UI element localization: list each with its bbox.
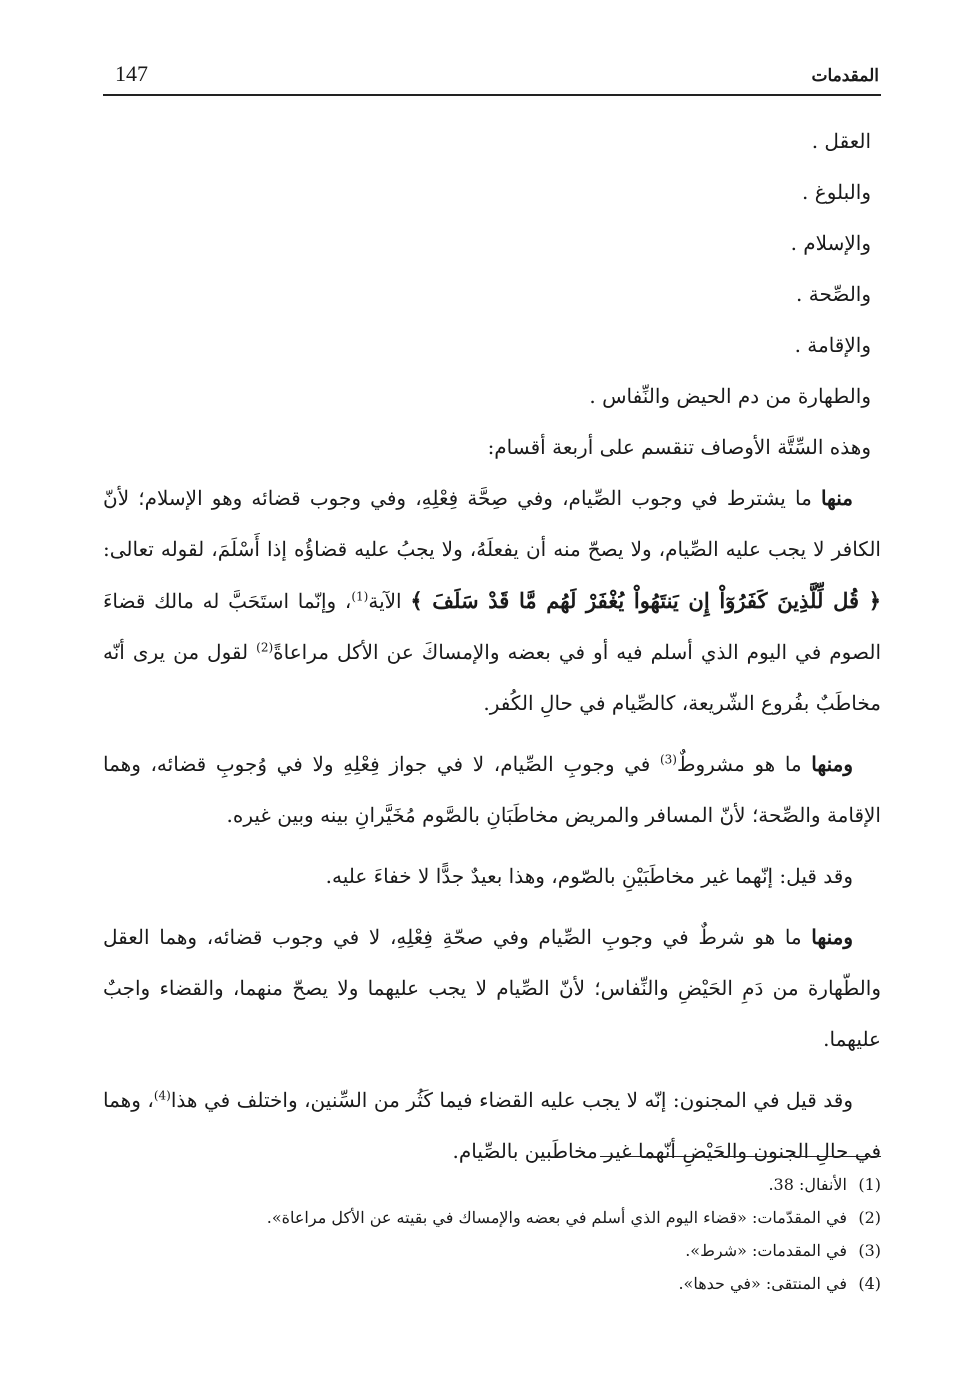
paragraph-lead: ومنها — [811, 925, 853, 949]
footnote-ref[interactable]: (3) — [659, 752, 677, 767]
paragraph-text: في وجوبِ الصِّيام، لا في جواز فِعْلِهِ ولا في وُجوبِ قضائه، وهما الإقامة والصِّحة؛ لأنّ المسافر والمريض مخاطَبَانِ بالصَّوم مُخَيَّرانِ بينه وبين غيره. — [103, 752, 881, 827]
paragraph-1 — [103, 473, 881, 729]
paragraph-4 — [103, 912, 881, 1065]
footnote-separator — [600, 1156, 881, 1157]
footnote — [103, 1267, 881, 1300]
paragraph-text: الآية — [368, 589, 411, 613]
list-item: والإقامة . — [794, 333, 871, 357]
paragraph-text: ما يشترط في وجوب الصِّيام، وفي صِحَّة فِعْلِهِ، وفي وجوب قضائه وهو الإسلام؛ لأنّ الكافر لا يجب عليه الصِّيام، ولا يصحّ منه أن يفعلَهُ، ولا يجبُ عليه قضاؤُه إذا أَسْلَمَ، لقوله تعالى: — [103, 486, 881, 561]
body-text — [103, 116, 881, 1187]
list-item: والإسلام . — [790, 231, 871, 255]
footnote — [103, 1234, 881, 1267]
footnote-ref[interactable]: (2) — [256, 640, 274, 655]
footnote-ref[interactable]: (4) — [153, 1088, 171, 1103]
footnote-number: (2) — [858, 1208, 881, 1227]
page-number: 147 — [115, 61, 148, 86]
paragraph-text: ما هو شرطٌ في وجوبِ الصِّيام وفي صحّةِ فِعْلِهِ، لا في وجوب قضائه، وهما العقل والطّهارة من دَمِ الحَيْضِ والنِّفاس؛ لأنّ الصِّيام لا يجب عليهما ولا يصحّ منهما، والقضاء واجبٌ عليهما. — [103, 925, 881, 1051]
paragraph-3 — [103, 851, 881, 902]
paragraph-5 — [103, 1075, 881, 1177]
footnote-ref[interactable]: (1) — [351, 589, 369, 604]
paragraph-text: ، وإنّما استَحَبَّ له مالك قضاءَ الصوم في اليوم الذي أسلم فيه أو في بعضه والإمساكَ عن الأكل مراعاةً — [103, 589, 882, 664]
footnotes — [103, 1168, 881, 1300]
footnote — [103, 1168, 881, 1201]
paragraph-text: وقد قيل: إنّهما غير مخاطَبَيْنِ بالصّوم، وهذا بعيدٌ جدًّا لا خفاءَ عليه. — [325, 864, 853, 888]
paragraph-lead: ومنها — [811, 752, 853, 776]
footnote-text: الأنفال: 38. — [768, 1175, 847, 1194]
footnote-number: (1) — [858, 1175, 881, 1194]
footnote — [103, 1201, 881, 1234]
list-item: والصِّحة . — [796, 282, 871, 306]
list-item: والبلوغ . — [802, 180, 871, 204]
footnote-text: في المقدّمات: «قضاء اليوم الذي أسلم في بعضه والإمساك في بقيته عن الأكل مراعاة». — [266, 1208, 847, 1227]
footnote-number: (4) — [858, 1274, 881, 1293]
footnote-number: (3) — [858, 1241, 881, 1260]
running-head: المقدمات — [811, 66, 879, 86]
paragraph-text: ، وهما في حالِ الجنون والحَيْضِ أنّهما غير مخاطَبين بالصِّيام. — [103, 1088, 881, 1163]
quran-verse: ﴿ قُل لِّلَّذِينَ كَفَرُوٓاْ إِن يَنتَهُواْ يُغْفَرْ لَهُم مَّا قَدْ سَلَفَ ﴾ — [410, 588, 881, 613]
paragraph-2 — [103, 739, 881, 841]
paragraph-text: وقد قيل في المجنون: إنّه لا يجب عليه القضاء فيما كَثُر من السِّنين، واختلف في هذا — [170, 1088, 853, 1112]
page-header — [103, 58, 881, 96]
list-item: العقل . — [811, 129, 871, 153]
paragraph-text: ما هو مشروطٌ — [676, 752, 812, 776]
list-item: والطهارة من دم الحيض والنِّفاس . — [589, 384, 871, 408]
list-item: وهذه السِّتَّة الأوصاف تنقسم على أربعة أقسام: — [487, 435, 871, 459]
paragraph-text: لقول من يرى أنّه مخاطَبٌ بفُروع الشّريعة، كالصِّيام في حالِ الكُفر. — [103, 640, 881, 715]
footnote-text: في المنتقى: «في حدها». — [678, 1274, 847, 1293]
footnote-text: في المقدمات: «شرط». — [685, 1241, 847, 1260]
paragraph-lead: منها — [820, 486, 853, 510]
